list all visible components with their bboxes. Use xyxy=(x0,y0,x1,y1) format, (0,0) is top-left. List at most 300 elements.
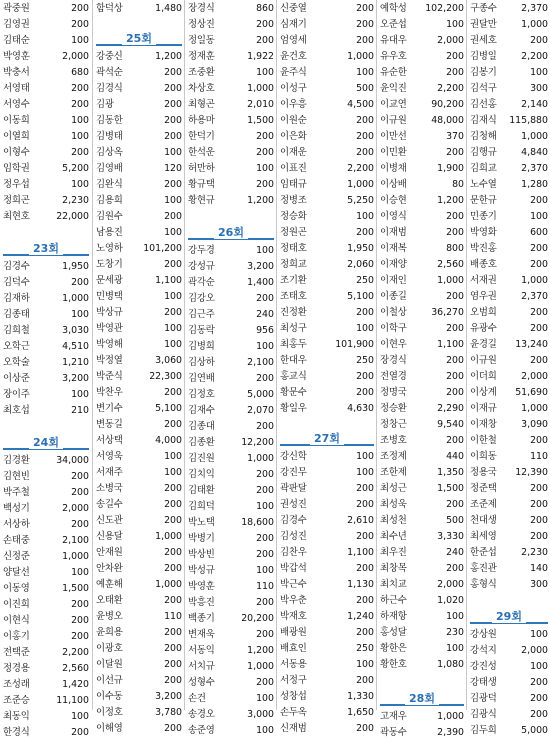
donation-amount: 200 xyxy=(356,19,374,30)
donation-amount: 4,500 xyxy=(347,99,374,110)
donation-amount: 200 xyxy=(356,499,374,510)
donation-amount: 200 xyxy=(446,51,464,62)
donation-amount: 100 xyxy=(446,611,464,622)
donation-amount: 2,390 xyxy=(437,727,464,738)
donation-amount: 13,240 xyxy=(515,339,548,350)
donor-row xyxy=(377,641,467,657)
donor-row xyxy=(0,677,92,693)
donor-name: 하용마 xyxy=(188,115,215,126)
donor-name: 김병일 xyxy=(470,51,497,62)
donation-amount: 200 xyxy=(71,631,89,642)
donation-amount: 200 xyxy=(356,675,374,686)
donation-amount: 110 xyxy=(530,451,548,462)
donor-name: 강중신 xyxy=(96,51,123,62)
donor-name: 이재복 xyxy=(380,243,407,254)
donor-row xyxy=(377,369,467,385)
donor-row xyxy=(93,321,185,337)
donation-amount: 200 xyxy=(164,675,182,686)
donor-name: 박우춘 xyxy=(280,595,307,606)
donor-name: 이홍기 xyxy=(3,631,30,642)
donation-amount: 1,100 xyxy=(155,275,182,286)
donor-row xyxy=(277,337,377,353)
donor-name: 박진홍 xyxy=(470,243,497,254)
donation-amount: 100 xyxy=(356,323,374,334)
donor-row xyxy=(0,693,92,709)
donor-name: 진정환 xyxy=(280,307,307,318)
donation-amount: 1,130 xyxy=(347,579,374,590)
donation-amount: 200 xyxy=(164,131,182,142)
donor-name: 이광호 xyxy=(96,643,123,654)
donation-amount: 200 xyxy=(256,179,274,190)
donor-name: 한대우 xyxy=(280,355,307,366)
donation-amount: 100 xyxy=(164,227,182,238)
donor-name: 예학성 xyxy=(380,3,407,14)
donor-name: 김진원 xyxy=(188,453,215,464)
donor-row xyxy=(185,177,277,193)
donation-amount: 1,000 xyxy=(247,453,274,464)
donor-row xyxy=(0,33,92,49)
donor-name: 정일동 xyxy=(188,35,215,46)
donation-amount: 200 xyxy=(71,599,89,610)
donor-name: 황일우 xyxy=(280,403,307,414)
donor-row xyxy=(277,689,377,705)
donor-name: 윤경길 xyxy=(470,339,497,350)
donor-row xyxy=(0,645,92,661)
donor-row xyxy=(277,401,377,417)
donor-row xyxy=(467,353,550,369)
donation-amount: 200 xyxy=(530,259,548,270)
donor-name: 윤익진 xyxy=(380,83,407,94)
donor-name: 송경오 xyxy=(188,709,215,720)
donation-amount: 1,000 xyxy=(521,131,548,142)
donor-row xyxy=(93,625,185,641)
donation-amount: 200 xyxy=(530,307,548,318)
donation-amount: 100 xyxy=(71,711,89,722)
donor-name: 한덕기 xyxy=(188,131,215,142)
donation-amount: 22,300 xyxy=(149,371,182,382)
donation-amount: 1,650 xyxy=(347,707,374,718)
donor-name: 박정열 xyxy=(96,355,123,366)
donor-row xyxy=(467,707,550,723)
donor-row xyxy=(277,113,377,129)
donor-row xyxy=(93,513,185,529)
donor-row xyxy=(93,257,185,273)
donation-amount: 100 xyxy=(164,291,182,302)
donation-amount: 200 xyxy=(356,35,374,46)
donation-amount: 1,922 xyxy=(247,51,274,62)
donor-name: 김병태 xyxy=(96,131,123,142)
donor-name: 박재호 xyxy=(280,611,307,622)
donation-amount: 2,140 xyxy=(521,99,548,110)
donor-name: 김선홍 xyxy=(470,99,497,110)
donor-name: 권성진 xyxy=(280,499,307,510)
donation-amount: 200 xyxy=(256,19,274,30)
donor-row xyxy=(93,721,185,737)
donation-amount: 200 xyxy=(446,291,464,302)
donor-row xyxy=(185,355,277,371)
donation-amount: 200 xyxy=(530,531,548,542)
donor-name: 한경식 xyxy=(3,727,30,738)
donor-row xyxy=(185,435,277,451)
donation-amount: 200 xyxy=(530,323,548,334)
donation-amount: 100 xyxy=(256,501,274,512)
donation-amount: 1,000 xyxy=(347,179,374,190)
donor-name: 최우진 xyxy=(380,547,407,558)
donor-row xyxy=(185,387,277,403)
donation-amount: 200 xyxy=(530,195,548,206)
donor-name: 양달선 xyxy=(3,567,30,578)
donor-name: 김두희 xyxy=(470,725,497,736)
donation-amount: 18,600 xyxy=(241,517,274,528)
donor-name: 서동익 xyxy=(188,645,215,656)
column-3 xyxy=(184,0,277,736)
donor-name: 김청해 xyxy=(470,131,497,142)
donor-name: 장이주 xyxy=(3,389,30,400)
donation-amount: 2,000 xyxy=(437,35,464,46)
donor-row xyxy=(467,433,550,449)
donor-row xyxy=(0,161,92,177)
donation-amount: 200 xyxy=(164,627,182,638)
donor-row xyxy=(185,707,277,723)
donor-name: 이더희 xyxy=(470,371,497,382)
donor-row xyxy=(185,193,277,209)
donation-amount: 200 xyxy=(164,259,182,270)
donor-row xyxy=(93,433,185,449)
donor-row xyxy=(93,369,185,385)
donor-row xyxy=(377,273,467,289)
donation-amount: 1,280 xyxy=(521,179,548,190)
donor-row xyxy=(185,33,277,49)
donation-amount: 100 xyxy=(446,19,464,30)
donor-name: 조한제 xyxy=(380,467,407,478)
donation-amount: 200 xyxy=(256,131,274,142)
donor-name: 배광원 xyxy=(280,627,307,638)
donor-name: 이현우 xyxy=(380,339,407,350)
donor-row xyxy=(377,577,467,593)
donation-amount: 200 xyxy=(356,147,374,158)
donor-name: 조중환 xyxy=(188,67,215,78)
donation-amount: 1,000 xyxy=(247,661,274,672)
donor-name: 김행규 xyxy=(470,147,497,158)
donation-amount: 100 xyxy=(164,323,182,334)
donor-name: 최치교 xyxy=(380,579,407,590)
donation-amount: 1,200 xyxy=(437,195,464,206)
donation-amount: 300 xyxy=(530,579,548,590)
donation-amount: 102,200 xyxy=(425,3,464,14)
donation-amount: 100 xyxy=(71,35,89,46)
donor-row xyxy=(377,193,467,209)
donation-amount: 200 xyxy=(71,471,89,482)
donation-amount: 20,200 xyxy=(241,613,274,624)
donor-row xyxy=(277,193,377,209)
donor-name: 윤주식 xyxy=(280,67,307,78)
donor-row xyxy=(185,467,277,483)
donor-name: 이상계 xyxy=(470,387,497,398)
donor-row xyxy=(377,513,467,529)
donor-name: 윤병오 xyxy=(96,611,123,622)
donation-amount: 200 xyxy=(356,627,374,638)
donation-amount: 2,000 xyxy=(62,51,89,62)
donation-amount: 200 xyxy=(164,483,182,494)
donor-row xyxy=(185,323,277,339)
donor-name: 박찬우 xyxy=(96,387,123,398)
column-5 xyxy=(376,0,467,738)
donor-name: 최형곤 xyxy=(188,99,215,110)
donor-name: 박근수 xyxy=(280,579,307,590)
donor-row xyxy=(93,385,185,401)
donation-amount: 100 xyxy=(256,67,274,78)
donor-name: 김석구 xyxy=(470,83,497,94)
donor-row xyxy=(185,547,277,563)
class-year-heading xyxy=(93,29,185,47)
donor-row xyxy=(467,643,550,659)
donor-row xyxy=(0,339,92,355)
donor-row xyxy=(185,243,277,259)
donation-amount: 200 xyxy=(356,595,374,606)
donor-row xyxy=(277,273,377,289)
donation-amount: 2,230 xyxy=(521,547,548,558)
donation-amount: 3,200 xyxy=(155,691,182,702)
donor-row xyxy=(0,371,92,387)
donor-name: 박성규 xyxy=(188,565,215,576)
donation-amount: 250 xyxy=(356,643,374,654)
donor-name: 정태호 xyxy=(280,243,307,254)
donor-row xyxy=(93,161,185,177)
donor-name: 정창근 xyxy=(380,419,407,430)
donation-amount: 100 xyxy=(71,115,89,126)
donation-amount: 200 xyxy=(71,99,89,110)
donor-row xyxy=(93,449,185,465)
donor-name: 이은화 xyxy=(280,131,307,142)
donation-amount: 80 xyxy=(452,179,464,190)
donor-row xyxy=(467,257,550,273)
donation-amount: 2,290 xyxy=(437,403,464,414)
donation-amount: 100 xyxy=(164,147,182,158)
donor-name: 이표진 xyxy=(280,163,307,174)
donation-amount: 2,370 xyxy=(521,291,548,302)
donor-row xyxy=(377,529,467,545)
donation-amount: 4,630 xyxy=(347,403,374,414)
donor-row xyxy=(277,49,377,65)
donor-row xyxy=(377,545,467,561)
donation-amount: 1,000 xyxy=(521,275,548,286)
donation-amount: 200 xyxy=(356,563,374,574)
donor-row xyxy=(377,609,467,625)
donor-name: 홍교식 xyxy=(280,371,307,382)
donor-name: 김영권 xyxy=(3,19,30,30)
donation-amount: 110 xyxy=(256,581,274,592)
donation-amount: 200 xyxy=(164,67,182,78)
donor-row xyxy=(277,449,377,465)
donor-name: 도창기 xyxy=(96,259,123,270)
donor-row xyxy=(377,449,467,465)
donor-name: 민병택 xyxy=(96,291,123,302)
donor-row xyxy=(277,625,377,641)
donation-amount: 200 xyxy=(256,533,274,544)
donation-amount: 1,080 xyxy=(437,659,464,670)
donor-name: 이규원 xyxy=(380,115,407,126)
donation-amount: 200 xyxy=(256,629,274,640)
donor-name: 김봉기 xyxy=(470,67,497,78)
donor-name: 변동길 xyxy=(96,419,123,430)
donation-amount: 200 xyxy=(164,83,182,94)
donor-row xyxy=(277,321,377,337)
donor-row xyxy=(185,97,277,113)
donor-row xyxy=(467,417,550,433)
donor-name: 최호섭 xyxy=(3,405,30,416)
donor-name: 백성기 xyxy=(3,503,30,514)
donor-name: 박영훈 xyxy=(188,581,215,592)
donation-amount: 2,200 xyxy=(437,83,464,94)
donor-name: 임태규 xyxy=(280,179,307,190)
donor-row xyxy=(0,453,92,469)
donor-row xyxy=(185,483,277,499)
donation-amount: 200 xyxy=(446,563,464,574)
donation-amount: 100 xyxy=(164,195,182,206)
donor-row xyxy=(93,81,185,97)
donation-amount: 200 xyxy=(530,435,548,446)
donation-amount: 200 xyxy=(164,595,182,606)
donor-name: 전열경 xyxy=(380,371,407,382)
donor-row xyxy=(185,515,277,531)
donor-row xyxy=(185,145,277,161)
donor-row xyxy=(377,257,467,273)
donor-name: 서상하 xyxy=(3,519,30,530)
donation-amount: 2,560 xyxy=(62,663,89,674)
donor-name: 안재원 xyxy=(96,547,123,558)
donor-name: 성형수 xyxy=(188,677,215,688)
donation-amount: 200 xyxy=(530,693,548,704)
donor-name: 이정호 xyxy=(96,707,123,718)
donation-amount: 200 xyxy=(164,643,182,654)
donor-row xyxy=(93,113,185,129)
donor-row xyxy=(93,193,185,209)
donor-row xyxy=(277,529,377,545)
donation-amount: 200 xyxy=(446,435,464,446)
donor-row xyxy=(377,49,467,65)
donor-row xyxy=(0,501,92,517)
donation-amount: 200 xyxy=(446,387,464,398)
donor-name: 곽석순 xyxy=(96,67,123,78)
donor-name: 김치익 xyxy=(188,469,215,480)
donor-row xyxy=(467,1,550,17)
donor-row xyxy=(377,305,467,321)
donation-amount: 1,000 xyxy=(437,275,464,286)
donor-name: 조기환 xyxy=(280,275,307,286)
donation-amount: 5,100 xyxy=(347,291,374,302)
donation-amount: 200 xyxy=(446,323,464,334)
donor-row xyxy=(467,241,550,257)
donation-amount: 100 xyxy=(256,163,274,174)
class-year-title: 24회 xyxy=(29,436,63,449)
donor-row xyxy=(0,49,92,65)
donation-amount: 1,000 xyxy=(155,579,182,590)
donation-amount: 3,780 xyxy=(155,707,182,718)
donor-row xyxy=(185,291,277,307)
donation-amount: 2,060 xyxy=(347,259,374,270)
donor-row xyxy=(93,657,185,673)
donor-row xyxy=(467,113,550,129)
donor-name: 허만하 xyxy=(188,163,215,174)
donor-name: 서영수 xyxy=(3,99,30,110)
donor-name: 박영훈 xyxy=(3,51,30,62)
donor-name: 최현호 xyxy=(3,211,30,222)
donor-row xyxy=(377,337,467,353)
donation-amount: 100 xyxy=(356,659,374,670)
donor-row xyxy=(467,401,550,417)
donor-name: 이재인 xyxy=(380,275,407,286)
donor-name: 김경환 xyxy=(3,455,30,466)
donor-name: 김병희 xyxy=(188,341,215,352)
donor-name: 백종기 xyxy=(188,613,215,624)
donation-amount: 200 xyxy=(530,499,548,510)
donor-row xyxy=(467,545,550,561)
donor-name: 이선규 xyxy=(96,675,123,686)
donor-row xyxy=(0,145,92,161)
donor-name: 이만선 xyxy=(380,131,407,142)
donor-name: 송길수 xyxy=(96,499,123,510)
donation-amount: 1,900 xyxy=(437,163,464,174)
donor-row xyxy=(0,209,92,225)
donor-row xyxy=(0,355,92,371)
donation-amount: 500 xyxy=(446,515,464,526)
donor-row xyxy=(0,387,92,403)
donor-row xyxy=(277,225,377,241)
donor-name: 손두옥 xyxy=(280,707,307,718)
donation-amount: 1,200 xyxy=(155,51,182,62)
donation-amount: 100 xyxy=(530,211,548,222)
donation-amount: 200 xyxy=(356,483,374,494)
donation-amount: 1,500 xyxy=(247,115,274,126)
donor-row xyxy=(467,449,550,465)
donation-amount: 200 xyxy=(446,227,464,238)
donor-row xyxy=(467,627,550,643)
donor-row xyxy=(467,385,550,401)
donation-amount: 5,000 xyxy=(247,389,274,400)
donation-amount: 200 xyxy=(256,35,274,46)
donor-row xyxy=(377,81,467,97)
donor-name: 김용희 xyxy=(96,195,123,206)
donor-name: 홍형식 xyxy=(470,579,497,590)
donation-amount: 1,000 xyxy=(521,403,548,414)
donor-row xyxy=(467,675,550,691)
donation-amount: 100 xyxy=(256,693,274,704)
donor-name: 장경식 xyxy=(380,355,407,366)
donor-row xyxy=(467,497,550,513)
donor-row xyxy=(377,497,467,513)
donor-row xyxy=(377,561,467,577)
donor-name: 오준섭 xyxy=(380,19,407,30)
class-year-heading xyxy=(185,223,277,241)
donation-amount: 1,950 xyxy=(62,261,89,272)
donor-row xyxy=(467,225,550,241)
donation-amount: 100 xyxy=(256,245,274,256)
donor-row xyxy=(0,661,92,677)
donor-name: 홍성달 xyxy=(380,627,407,638)
donation-amount: 200 xyxy=(530,515,548,526)
donor-name: 오학근 xyxy=(3,341,30,352)
donor-name: 정용국 xyxy=(470,467,497,478)
donor-name: 서재권 xyxy=(470,275,497,286)
donor-row xyxy=(277,305,377,321)
donor-name: 김정호 xyxy=(188,389,215,400)
donor-row xyxy=(93,65,185,81)
donation-amount: 115,880 xyxy=(509,115,548,126)
donor-row xyxy=(185,275,277,291)
donation-amount: 100 xyxy=(164,451,182,462)
donor-name: 박주철 xyxy=(3,487,30,498)
donor-row xyxy=(93,481,185,497)
